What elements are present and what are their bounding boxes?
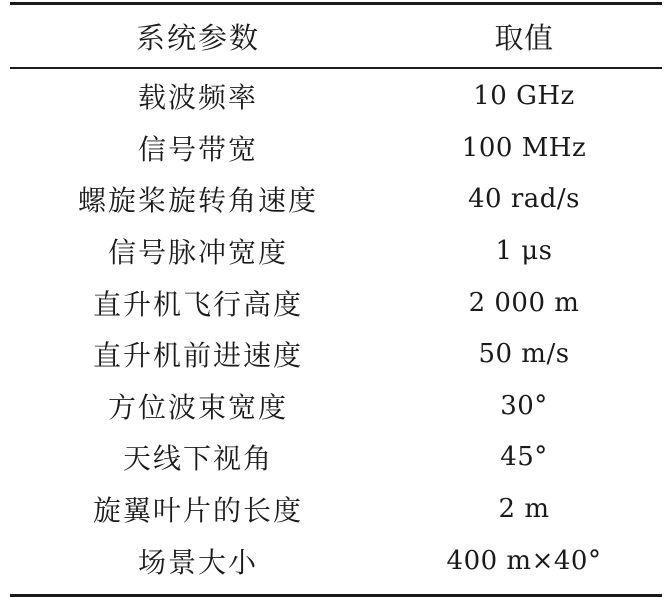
param-cell: 直升机前进速度 <box>92 339 303 373</box>
param-cell: 天线下视角 <box>122 442 273 476</box>
param-cell: 螺旋桨旋转角速度 <box>77 184 318 218</box>
header-value-cell: 取值 <box>494 20 554 55</box>
table-row <box>10 380 662 432</box>
param-cell: 直升机飞行高度 <box>92 287 303 321</box>
value-cell: 400 m×40° <box>446 545 602 576</box>
param-cell: 信号带宽 <box>137 132 258 166</box>
value-cell: 1 μs <box>495 236 553 267</box>
value-cell: 30° <box>500 390 548 421</box>
param-cell: 信号脉冲宽度 <box>107 236 288 270</box>
param-cell: 旋翼叶片的长度 <box>92 494 303 528</box>
table-body <box>10 69 662 595</box>
table-row <box>10 122 662 174</box>
table-row <box>10 328 662 380</box>
table-row <box>10 483 662 535</box>
value-cell: 45° <box>500 442 548 473</box>
table-header-row <box>10 5 662 67</box>
value-cell: 10 GHz <box>473 81 575 112</box>
table-row <box>10 432 662 484</box>
parameter-table <box>10 2 662 597</box>
table-row <box>10 71 662 123</box>
table-row <box>10 535 662 587</box>
table-row <box>10 174 662 226</box>
table-row <box>10 277 662 329</box>
value-cell: 100 MHz <box>461 132 587 163</box>
value-cell: 2 m <box>498 494 550 525</box>
header-param-cell: 系统参数 <box>135 20 260 55</box>
param-cell: 载波频率 <box>137 81 258 115</box>
value-cell: 40 rad/s <box>467 184 581 215</box>
param-cell: 场景大小 <box>137 545 258 579</box>
value-cell: 50 m/s <box>478 339 570 370</box>
value-cell: 2 000 m <box>468 287 580 318</box>
table-row <box>10 225 662 277</box>
param-cell: 方位波束宽度 <box>107 390 288 424</box>
